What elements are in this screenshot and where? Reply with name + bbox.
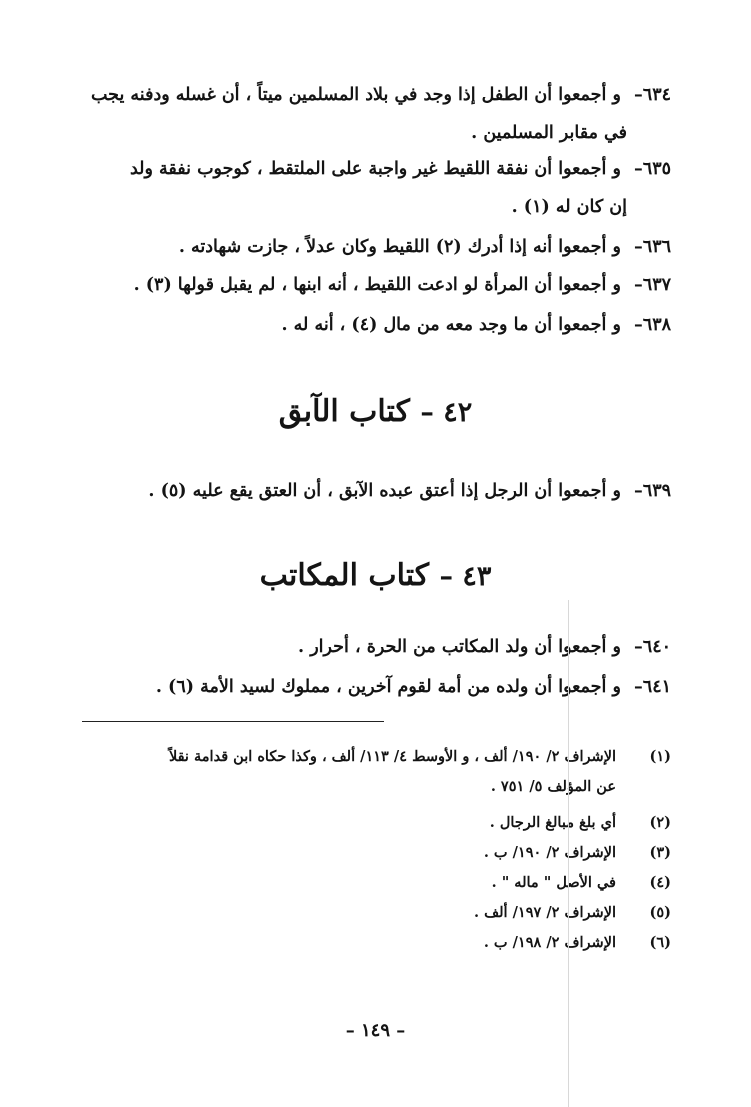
footnote-text: في الأصل " ماله " .: [491, 874, 616, 891]
footnote-6: [71, 928, 671, 958]
entry-number: ٦٣٤–: [634, 85, 671, 105]
chapter-title: كتاب الآبق: [278, 394, 410, 429]
footnote-number: (١): [649, 748, 671, 765]
entry-640: [81, 628, 671, 666]
footnote-text-cont: عن المؤلف ٥/ ٧٥١ .: [490, 778, 616, 795]
entry-637: [81, 266, 671, 304]
footnote-text: أي بلغ مبالغ الرجال .: [489, 814, 616, 831]
entry-number: ٦٣٦–: [634, 237, 671, 257]
entry-number: ٦٤٠–: [634, 637, 671, 657]
entry-text: و أجمعوا أن ولده من أمة لقوم آخرين ، مملوك لسيد الأمة (٦) .: [155, 677, 621, 697]
entry-636: [81, 228, 671, 266]
entry-text: و أجمعوا أن ما وجد معه من مال (٤) ، أنه له .: [281, 315, 621, 335]
chapter-number: ٤٣ –: [439, 561, 492, 592]
entry-text: و أجمعوا أن الطفل إذا وجد في بلاد المسلمين ميتاً ، أن غسله ودفنه يجب: [90, 85, 621, 105]
entry-text: و أجمعوا أن نفقة اللقيط غير واجبة على الملتقط ، كوجوب نفقة ولد: [129, 159, 621, 179]
footnote-3: [71, 838, 671, 868]
entry-number: ٦٣٥–: [634, 159, 671, 179]
entry-text-cont: إن كان له (١) .: [511, 197, 627, 217]
footnote-text: الإشراف ٢/ ١٩٨/ ب .: [483, 934, 616, 951]
entry-number: ٦٣٧–: [634, 275, 671, 295]
entry-634: [81, 76, 671, 152]
chapter-heading-42: [0, 394, 751, 429]
footnote-1: [71, 742, 671, 802]
entry-number: ٦٤١–: [634, 677, 671, 697]
entry-text: و أجمعوا أن الرجل إذا أعتق عبده الآبق ، أن العتق يقع عليه (٥) .: [148, 481, 621, 501]
entry-text: و أجمعوا أن ولد المكاتب من الحرة ، أحرار .: [298, 637, 621, 657]
chapter-heading-43: [0, 558, 751, 593]
chapter-title: كتاب المكاتب: [259, 558, 430, 593]
footnote-text: الإشراف ٢/ ١٩٠/ ب .: [483, 844, 616, 861]
entry-text-cont: في مقابر المسلمين .: [471, 123, 627, 143]
footnote-5: [71, 898, 671, 928]
footnote-number: (٤): [649, 874, 671, 891]
chapter-number: ٤٢ –: [420, 397, 473, 428]
scan-crease: [568, 600, 569, 1107]
footnote-number: (٣): [649, 844, 671, 861]
footnote-number: (٢): [649, 814, 671, 831]
page-number: – ١٤٩ –: [345, 1020, 406, 1041]
entry-text: و أجمعوا أنه إذا أدرك (٢) اللقيط وكان عدلاً ، جازت شهادته .: [178, 237, 621, 257]
entry-638: [81, 306, 671, 344]
footnote-2: [71, 808, 671, 838]
footnote-text: الإشراف ٢/ ١٩٧/ ألف .: [474, 904, 616, 921]
footnote-text: الإشراف ٢/ ١٩٠/ ألف ، و الأوسط ٤/ ١١٣/ ألف ، وكذا حكاه ابن قدامة نقلاً: [168, 748, 616, 765]
entry-text: و أجمعوا أن المرأة لو ادعت اللقيط ، أنه ابنها ، لم يقبل قولها (٣) .: [133, 275, 621, 295]
entry-635: [81, 150, 671, 226]
entry-number: ٦٣٩–: [634, 481, 671, 501]
footnote-divider: [82, 721, 384, 722]
footnote-4: [71, 868, 671, 898]
entry-639: [81, 472, 671, 510]
entry-number: ٦٣٨–: [634, 315, 671, 335]
footnote-number: (٦): [649, 934, 671, 951]
entry-641: [81, 668, 671, 706]
footnote-number: (٥): [649, 904, 671, 921]
